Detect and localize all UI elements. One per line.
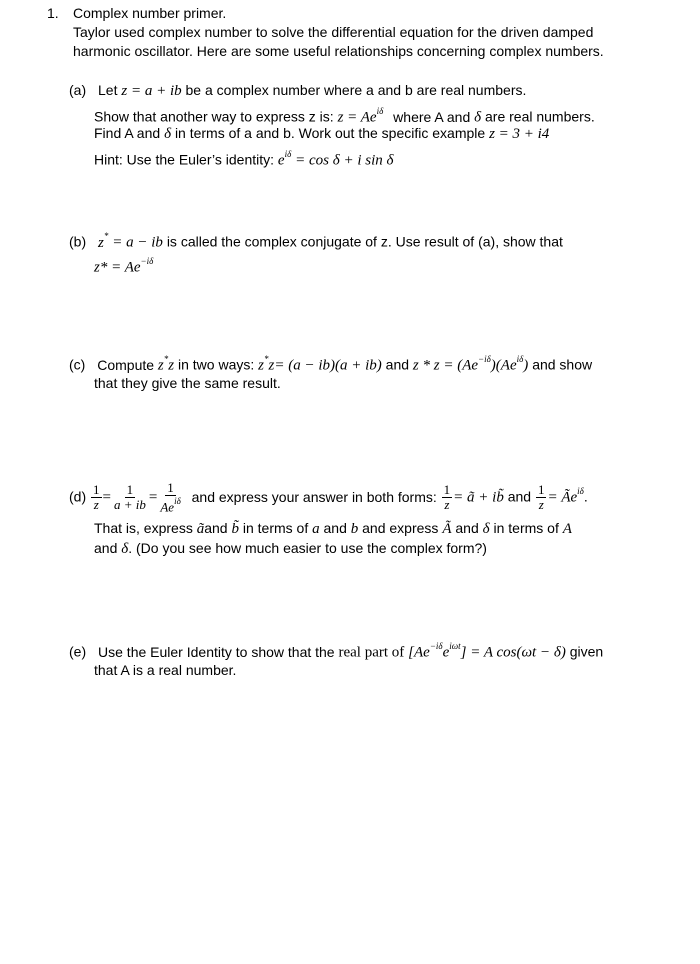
part-b-line-1 — [69, 229, 563, 252]
part-a-line2-sup: iδ — [376, 106, 384, 116]
part-d-line2-text1: That is, express — [94, 520, 193, 536]
delta-symbol: δ — [121, 541, 129, 557]
part-b-line2-math: z* = Ae — [94, 259, 141, 276]
part-c-math-z4: z — [268, 357, 275, 374]
frac-num: 1 — [537, 482, 545, 498]
part-a-line2-text: Show that another way to express z is: — [94, 108, 334, 125]
part-d-line-2 — [94, 519, 572, 538]
part-d-line2-text7: in terms of — [493, 520, 559, 536]
A-var: A — [562, 521, 572, 537]
hint-math-e: e — [277, 152, 285, 169]
frac-den: a + ib — [113, 497, 146, 513]
part-d-text-2: and — [507, 488, 532, 505]
part-a-label: (a) — [69, 82, 87, 98]
part-d-form-1: = ã + ib̃ — [453, 489, 504, 506]
part-c-math-2: = (a − ib)(a + ib) — [274, 357, 382, 374]
frac-den-ae: Ae — [160, 499, 175, 515]
part-e-label: (e) — [69, 643, 87, 660]
part-a-line-1 — [69, 81, 526, 100]
fraction-1-over-aib — [112, 483, 148, 512]
part-d-line3-text1: and — [94, 540, 118, 556]
part-a-line3-text1: Find A and — [94, 125, 161, 141]
hint-math-sup: iδ — [284, 149, 292, 159]
part-a-line-3 — [94, 124, 549, 143]
problem-number: 1. — [47, 5, 59, 21]
delta-symbol: δ — [164, 126, 172, 142]
part-c-math-z2: z — [168, 357, 175, 374]
part-d-line2-text5: and express — [362, 520, 439, 536]
fraction-1-over-z — [91, 483, 102, 512]
part-a-math-1: z = a + ib — [121, 83, 182, 99]
part-c-star-1: * — [163, 354, 169, 364]
part-a-hint-text: Hint: Use the Euler’s identity: — [94, 151, 275, 168]
part-d-line2-text4: and — [323, 520, 347, 536]
part-d-form-2-sup: iδ — [577, 486, 584, 496]
part-c-line-2: that they give the same result. — [94, 375, 281, 391]
part-a-line3-math: z = 3 + i4 — [489, 126, 550, 142]
frac-den: z — [93, 497, 99, 513]
problem-header — [47, 4, 59, 22]
part-d-line2-text6: and — [455, 520, 479, 536]
part-e-sup-2: iωt — [449, 641, 461, 651]
part-c-sup-1: −iδ — [478, 354, 491, 364]
part-e-line-1 — [69, 639, 603, 662]
hint-math-rest: = cos δ + i sin δ — [295, 152, 394, 169]
part-b-math-star: * — [103, 231, 109, 241]
part-c-text-1: Compute — [97, 356, 155, 373]
part-a-line3-text2: in terms of a and b. Work out the specific example — [174, 125, 486, 141]
A-tilde: Ã — [442, 521, 452, 537]
part-e-text-1: Use the Euler Identity to show that the — [98, 643, 335, 660]
frac-den: z — [538, 497, 544, 513]
part-e-math-mid: e — [442, 644, 450, 661]
part-b-line2-sup: −iδ — [140, 256, 154, 266]
part-d-line2-text2: and — [204, 520, 228, 536]
fraction-form-1 — [442, 483, 453, 512]
part-d-label: (d) — [69, 488, 87, 505]
frac-den-sup: iδ — [174, 496, 181, 507]
intro-line-1: Taylor used complex number to solve the differential equation for the driven damped — [73, 24, 594, 40]
fraction-1-over-ae — [158, 481, 182, 514]
fraction-form-2 — [536, 483, 547, 512]
part-b-text-1: is called the complex conjugate of z. Use result of (a), show that — [166, 233, 563, 250]
part-b-label: (b) — [69, 233, 87, 250]
frac-num: 1 — [93, 482, 100, 498]
part-c-math-3-mid: )(Ae — [490, 357, 517, 374]
part-d-line-3 — [94, 539, 487, 558]
delta-symbol: δ — [482, 521, 490, 537]
part-b-math-rest: = a − ib — [112, 234, 163, 251]
part-e-line-2: that A is a real number. — [94, 662, 237, 678]
part-c-sup-2: iδ — [516, 354, 524, 364]
part-e-math-end: ] = A cos(ωt − δ) — [460, 644, 566, 661]
part-a-text-1: Let — [98, 82, 118, 98]
part-c-math-3-end: ) — [523, 357, 529, 374]
frac-num: 1 — [167, 480, 174, 496]
a-var: a — [312, 521, 320, 537]
part-e-text-2: given — [569, 643, 604, 660]
part-c-star-2: * — [263, 354, 269, 364]
part-a-line2-math: z = Ae — [337, 109, 377, 126]
part-c-label: (c) — [69, 356, 86, 373]
frac-num: 1 — [443, 482, 451, 498]
part-c-math-z1: z — [157, 357, 164, 374]
part-c-text-2: in two ways: — [178, 356, 255, 373]
part-d-form-2: = Ãe — [547, 489, 578, 506]
part-e-math-1: [Ae — [408, 644, 430, 661]
problem-title: Complex number primer. — [73, 5, 227, 21]
part-d-line2-text3: in terms of — [242, 520, 309, 536]
part-c-line-1 — [69, 352, 592, 375]
part-e-sup-1: −iδ — [429, 641, 443, 651]
intro-line-2: harmonic oscillator. Here are some useful relationships concerning complex numbers. — [73, 43, 604, 59]
b-tilde: b̃ — [231, 521, 239, 537]
part-e-real-part: real part of — [338, 644, 405, 661]
part-a-hint — [94, 147, 394, 170]
part-a-line2-end: where A and — [393, 108, 471, 125]
frac-num: 1 — [126, 482, 134, 498]
part-c-text-4: and show — [532, 356, 593, 373]
frac-den: z — [444, 497, 450, 513]
frac-den — [158, 496, 182, 514]
part-d-line3-text2: . (Do you see how much easier to use the complex form?) — [128, 540, 487, 556]
a-tilde: ã — [196, 521, 205, 537]
part-a-line2-tail: are real numbers. — [485, 108, 595, 125]
part-b-math-z: z — [98, 234, 104, 251]
part-d-line-1: (d) $\frac{1}{z}$ = $\frac{1}{a + ib}$ = $\frac{1}{Ae^{i\delta}}$ and express your answer in both forms: $\frac{1}{z}$ = ã + ib̃ and $\frac{1}{z}$ = $Ãe^{i\delta}$. — [69, 480, 588, 515]
delta-symbol: δ — [474, 109, 482, 126]
part-c-text-3: and — [385, 356, 410, 373]
part-d-text-1: and express your answer in both forms: — [191, 488, 437, 505]
part-c-math-z3: z — [258, 357, 264, 374]
part-c-math-3: z * z = (Ae — [412, 357, 479, 374]
part-b-line-2 — [94, 254, 153, 277]
part-a-text-2: be a complex number where a and b are real numbers. — [185, 82, 527, 98]
b-var: b — [350, 521, 359, 537]
